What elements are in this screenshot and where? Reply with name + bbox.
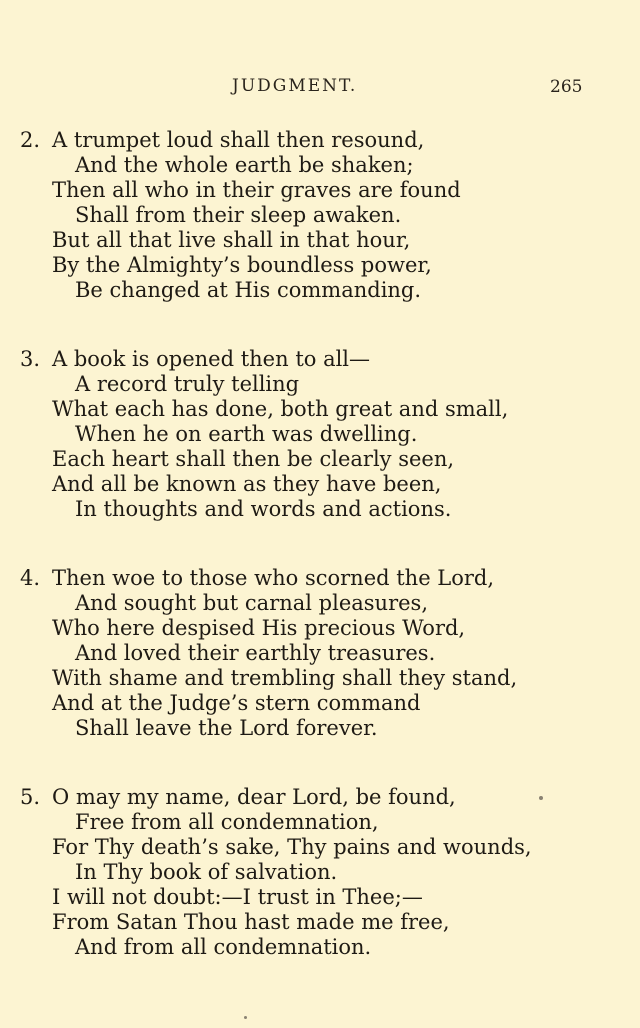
verse-line: A trumpet loud shall then resound, [52, 128, 425, 152]
verse-4 [20, 566, 620, 741]
verse-line: And loved their earthly treasures. [75, 641, 436, 665]
verse-line: A book is opened then to all— [52, 347, 371, 371]
verse-line: Be changed at His commanding. [75, 278, 422, 302]
running-header-title: JUDGMENT. [232, 76, 358, 96]
verse-line: By the Almighty’s boundless power, [52, 253, 432, 277]
ink-speck [244, 1016, 247, 1019]
verse-line: What each has done, both great and small, [52, 397, 509, 421]
verse-line: From Satan Thou hast made me free, [52, 910, 450, 934]
verse-3 [20, 347, 620, 522]
verse-line: In thoughts and words and actions. [75, 497, 452, 521]
verse-line: And the whole earth be shaken; [75, 153, 414, 177]
verse-2 [20, 128, 620, 303]
verse-number: 5. [20, 785, 41, 809]
verse-number: 2. [20, 128, 41, 152]
verse-line: With shame and trembling shall they stand, [52, 666, 518, 690]
verse-line: And from all condemnation. [75, 935, 372, 959]
verse-line: Shall leave the Lord forever. [75, 716, 378, 740]
verse-line: For Thy death’s sake, Thy pains and wounds, [52, 835, 532, 859]
verse-line: In Thy book of salvation. [75, 860, 338, 884]
verse-line: When he on earth was dwelling. [75, 422, 418, 446]
verse-line: And sought but carnal pleasures, [75, 591, 429, 615]
verse-line: But all that live shall in that hour, [52, 228, 411, 252]
verse-line: And all be known as they have been, [52, 472, 442, 496]
verse-line: A record truly telling [75, 372, 300, 396]
ink-speck [539, 796, 543, 800]
verse-line: I will not doubt:—I trust in Thee;— [52, 885, 423, 909]
verse-line: Free from all condemnation, [75, 810, 379, 834]
verse-line: Each heart shall then be clearly seen, [52, 447, 455, 471]
verse-5 [20, 785, 620, 960]
verse-number: 3. [20, 347, 41, 371]
verse-line: And at the Judge’s stern command [52, 691, 421, 715]
verse-number: 4. [20, 566, 41, 590]
page-number: 265 [550, 77, 583, 97]
verse-line: Then all who in their graves are found [52, 178, 461, 202]
verse-line: Shall from their sleep awaken. [75, 203, 402, 227]
verse-line: Who here despised His precious Word, [52, 616, 466, 640]
verse-line: Then woe to those who scorned the Lord, [52, 566, 495, 590]
verse-line: O may my name, dear Lord, be found, [52, 785, 456, 809]
